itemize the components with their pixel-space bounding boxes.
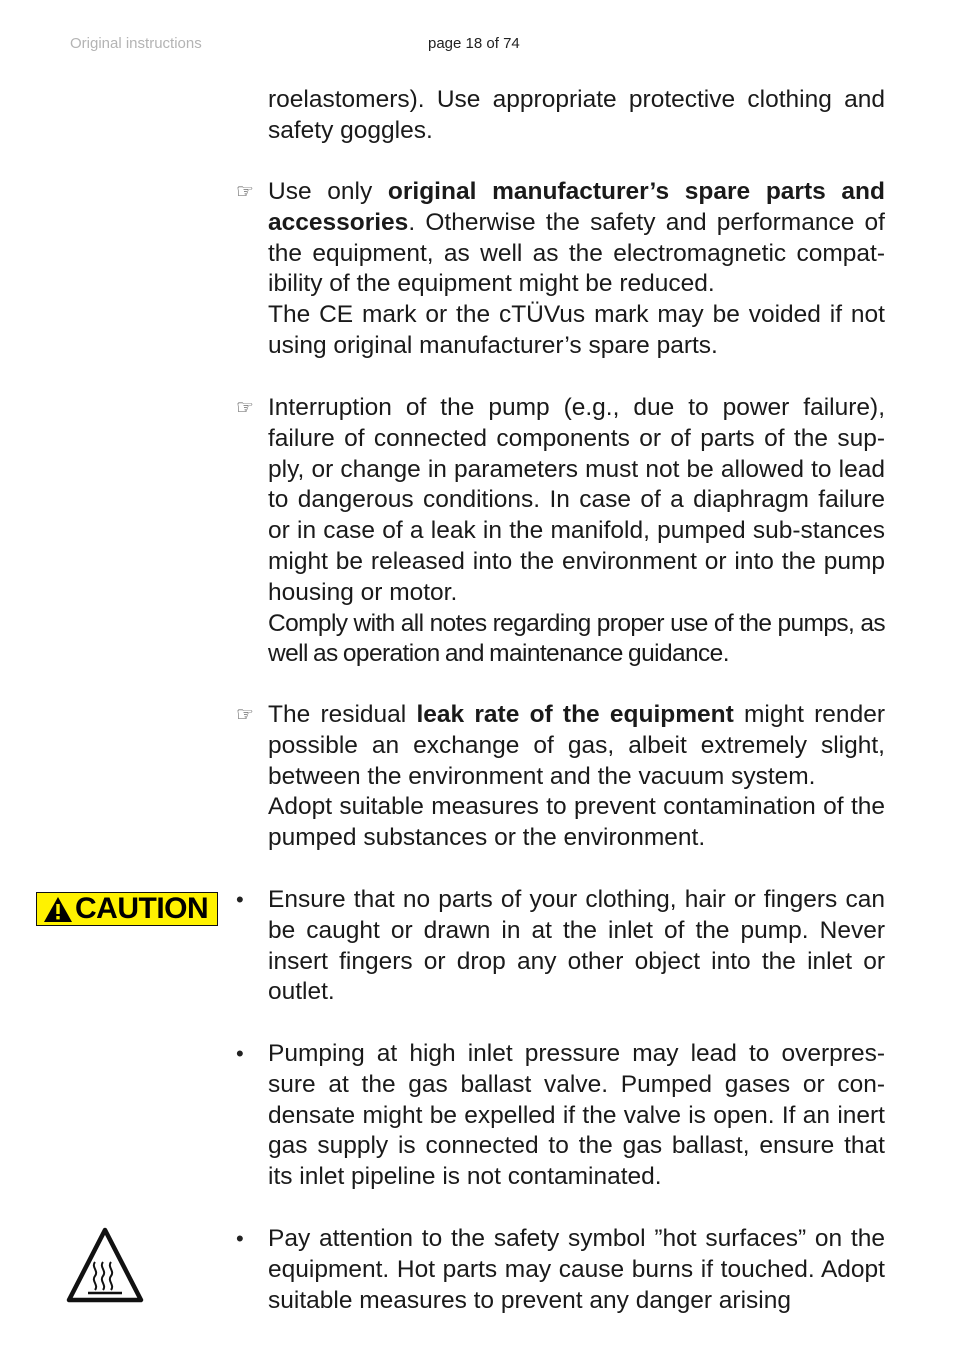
paragraph-text [268, 700, 885, 792]
paragraph-text: roelastomers). Use appropriate protective clothing and safety goggles. [268, 86, 885, 144]
pointing-hand-icon: ☞ [236, 704, 254, 726]
paragraph-text: Adopt suitable measures to prevent contamination of the pumped substances or the environment. [268, 793, 885, 852]
text-run: Use only [268, 178, 388, 205]
text-run: might render possible an exchange of gas, albeit extremely slight, between the environment and the vacuum system. [268, 701, 885, 790]
bullet-marker: • [236, 1226, 244, 1251]
paragraph-text: Ensure that no parts of your clothing, hair or fingers can be caught or drawn in at the inlet of the pump. Never insert fingers or drop any other object into the inlet or outlet. [268, 886, 885, 1006]
caution-text: CAUTION [75, 892, 209, 925]
caution-label [36, 892, 218, 926]
spare-parts-note [268, 177, 885, 362]
bullet-marker: • [236, 1041, 244, 1066]
leak-rate-note [268, 700, 885, 854]
paragraph-text [268, 177, 885, 300]
paragraph-text: Pumping at high inlet pressure may lead to overpres-sure at the gas ballast valve. Pumped gases or con-densate might be expelled if the valve is open. If an inert gas supply is connected to the gas ballast, ensure that its inlet pipeline is not contaminated. [268, 1040, 885, 1191]
hot-surface-icon [66, 1226, 144, 1306]
gas-ballast-note [268, 1039, 885, 1193]
paragraph-text: Comply with all notes regarding proper use of the pumps, as well as operation and maintenance guidance. [268, 609, 885, 668]
document-header-label: Original instructions [70, 35, 202, 52]
page-number: page 18 of 74 [428, 35, 520, 52]
pointing-hand-icon: ☞ [236, 181, 254, 203]
hot-surface-note [268, 1224, 885, 1316]
text-run: . Otherwise the safety and performance of the equipment, as well as the electromagnetic compat-ibility of the equipment might be reduced. [268, 208, 885, 298]
inlet-caution-note [268, 885, 885, 1008]
emphasis-text: leak rate of the equipment [416, 701, 734, 728]
paragraph-text: Pay attention to the safety symbol ”hot surfaces” on the equipment. Hot parts may cause burns if touched. Adopt suitable measures to prevent any danger arising [268, 1225, 885, 1314]
paragraph-text: Interruption of the pump (e.g., due to power failure), failure of connected components or of parts of the sup-ply, or change in parameters must not be allowed to lead to dangerous conditions. In case of a diaphragm failure or in case of a leak in the manifold, pumped sub-stances might be released into the environment or into the pump housing or motor. [268, 394, 885, 606]
pointing-hand-icon: ☞ [236, 397, 254, 419]
paragraph-text: The CE mark or the cTÜVus mark may be voided if not using original manufacturer’s spare parts. [268, 301, 885, 359]
paragraph-continuation [268, 85, 885, 147]
text-run: The residual [268, 701, 417, 728]
emphasis-text: original manufacturer’s spare parts and accessories [268, 178, 885, 236]
bullet-marker: • [236, 887, 244, 912]
interruption-note [268, 393, 885, 670]
warning-triangle-icon [43, 896, 73, 923]
